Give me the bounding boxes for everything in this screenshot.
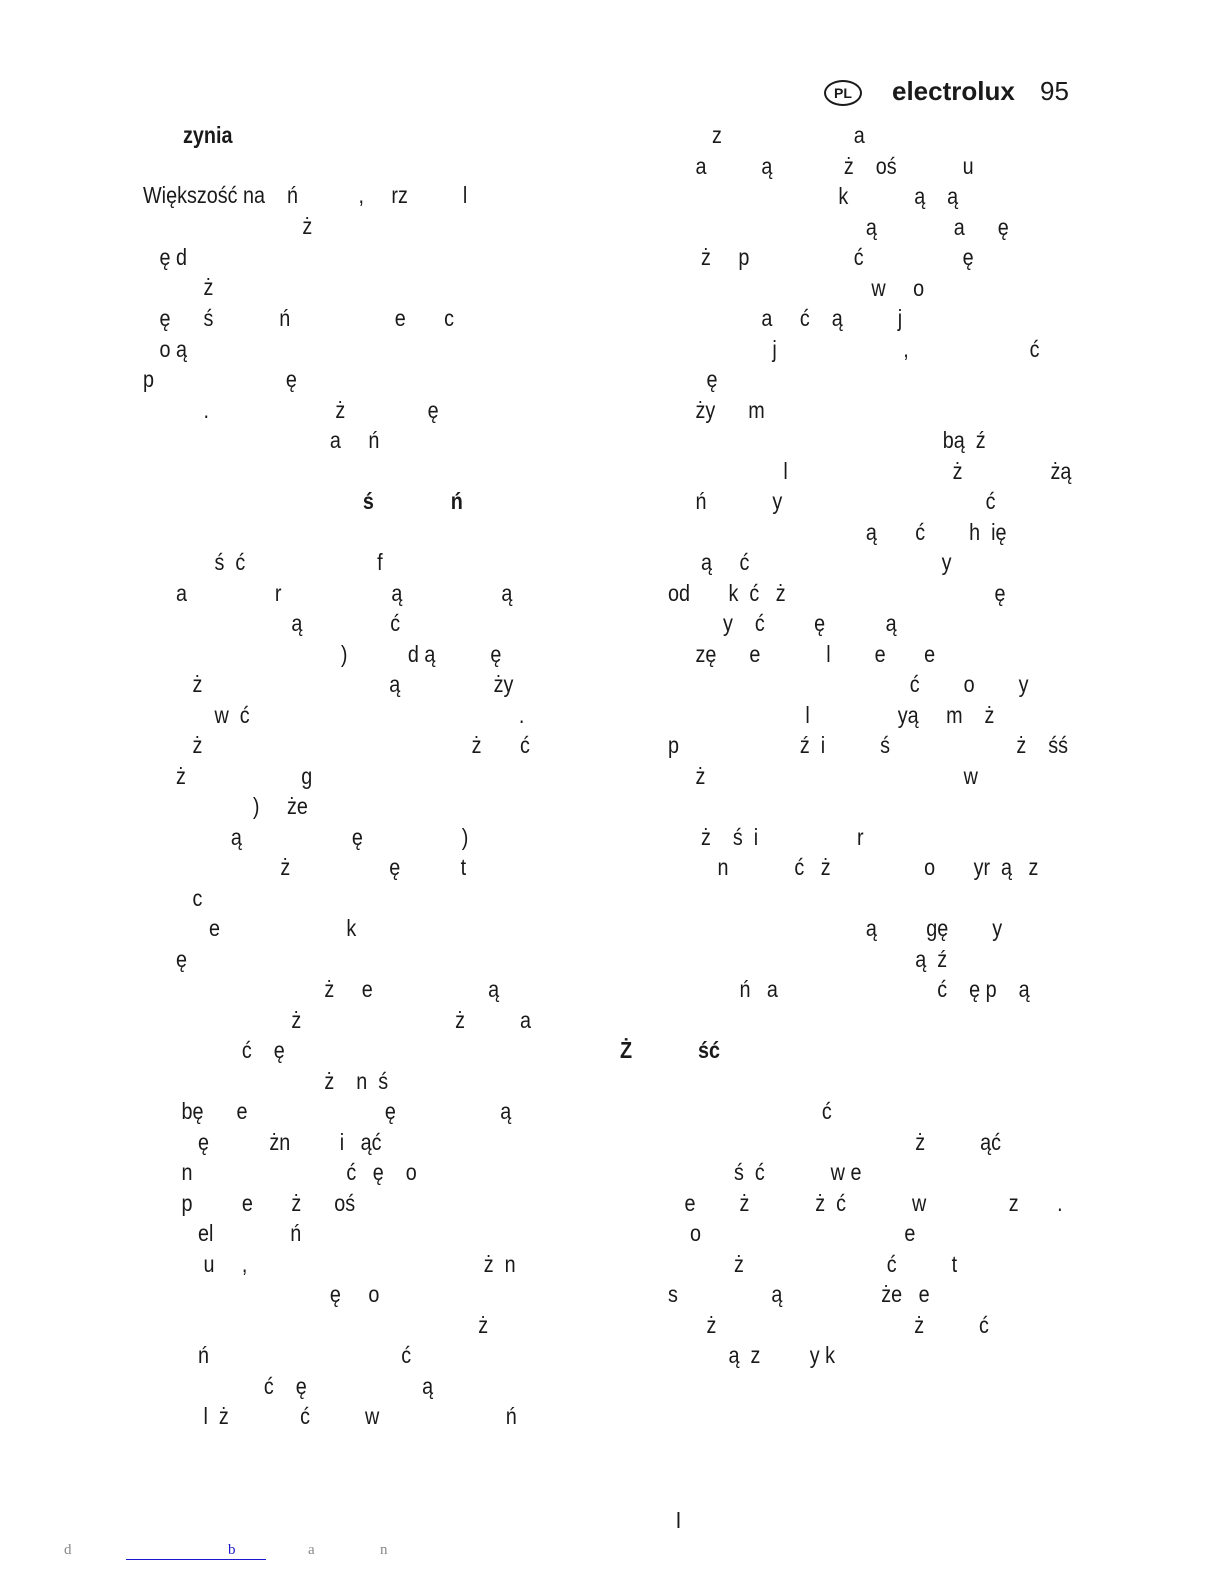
text-line: ę ś ń e c [143,305,455,331]
text-line: ż ę t [143,854,467,880]
text-line: ą ć y [668,549,952,575]
text-line: c [143,885,203,911]
text-line: w o [668,275,925,301]
page-number: 95 [1040,76,1069,106]
text-line: bę e ę ą [143,1098,512,1124]
text-line: o e [668,1220,916,1246]
text-line: l yą m ż [668,702,995,728]
text-line: l ż ć w ń [143,1403,517,1429]
text-line: e k [143,915,357,941]
text-line: ż ż ć [143,732,530,758]
text-line: ń y ć [668,488,996,514]
footer-char: n [380,1542,388,1558]
text-line: . ż ę [143,397,439,423]
text-line: ż ż ć [668,1312,989,1338]
text-line: ć ę [143,1037,285,1063]
text-line: ą ź [668,946,948,972]
text-line: k ą ą [668,183,959,209]
text-line: ż [143,274,214,300]
text-line: ą a ę [668,214,1009,240]
text-line: ż ż a [143,1007,531,1033]
text-line: l ż żą [668,458,1072,484]
text-line: ż g [143,763,313,789]
right-text-column [620,120,1108,1450]
text-line: w ć . [143,702,525,728]
text-line: ż w [668,763,978,789]
brand-logo: electrolux [892,76,1015,106]
text-line: od k ć ż ę [668,580,1006,606]
text-line: a ń [143,427,380,453]
text-line: ż p ć ę [668,244,974,270]
text-line: ą gę y [668,915,1003,941]
footer-mark: l [676,1508,681,1533]
text-line: ę żn i ąć [143,1129,382,1155]
text-line: ń a ć ę p ą [668,976,1030,1002]
text-line: ż ąć [668,1129,1002,1155]
text-line: bą ź [668,427,986,453]
text-line: ś ć f [143,549,383,575]
text-line: ) że [143,793,308,819]
text-line: ą ć h ię [668,519,1007,545]
text-line: ń ć [143,1342,412,1368]
page-header [824,76,1084,110]
text-line: ą ę ) [143,824,469,850]
text-line: ą z y k [668,1342,836,1368]
text-line: ż [143,213,313,239]
text-line: z a [668,122,865,148]
text-line: ę d [143,244,187,270]
text-line: ę [143,946,187,972]
text-line: ą ć [143,610,401,636]
text-line: ę [668,366,718,392]
text-line: ż ą ży [143,671,514,697]
text-line: n ć ę o [143,1159,417,1185]
text-line: ć ę ą [143,1373,434,1399]
text-line: ć o y [668,671,1029,697]
link-underline [126,1559,266,1560]
text-line: ż ć t [668,1251,958,1277]
footer-link[interactable]: b [228,1542,236,1558]
footer-note [60,1540,480,1564]
text-line: ę o [143,1281,380,1307]
text-line: n ć ż o yr ą z [668,854,1039,880]
language-badge: PL [824,80,862,106]
text-line: p ę [143,366,297,392]
text-line: zę e l e e [668,641,936,667]
section-heading: ś ń [143,488,463,514]
footer-char: d [64,1542,72,1558]
text-line: ś ć w e [668,1159,862,1185]
text-line: j , ć [668,336,1040,362]
text-line: u , ż n [143,1251,516,1277]
footer-char: a [308,1542,315,1558]
text-line: ż n ś [143,1068,389,1094]
text-line: p ź i ś ż śś [668,732,1069,758]
text-line: o ą [143,336,187,362]
text-line: Większość na ń , rz l [143,182,468,208]
text-line: ) d ą ę [143,641,502,667]
section-heading: zynia [183,122,233,148]
text-line: a ą ż oś u [668,153,974,179]
text-line: s ą że e [668,1281,930,1307]
text-line: y ć ę ą [668,610,897,636]
text-line: a r ą ą [143,580,513,606]
text-line: ć [668,1098,832,1124]
text-line: e ż ż ć w z . [668,1190,1063,1216]
text-line: a ć ą j [668,305,903,331]
section-heading: Ż ść [620,1037,721,1063]
text-line: ż [143,1312,489,1338]
text-line: ż ś i r [668,824,864,850]
text-line: p e ż oś [143,1190,356,1216]
left-text-column [143,120,583,1450]
text-line: el ń [143,1220,302,1246]
text-line: ż e ą [143,976,500,1002]
text-line: ży m [668,397,765,423]
